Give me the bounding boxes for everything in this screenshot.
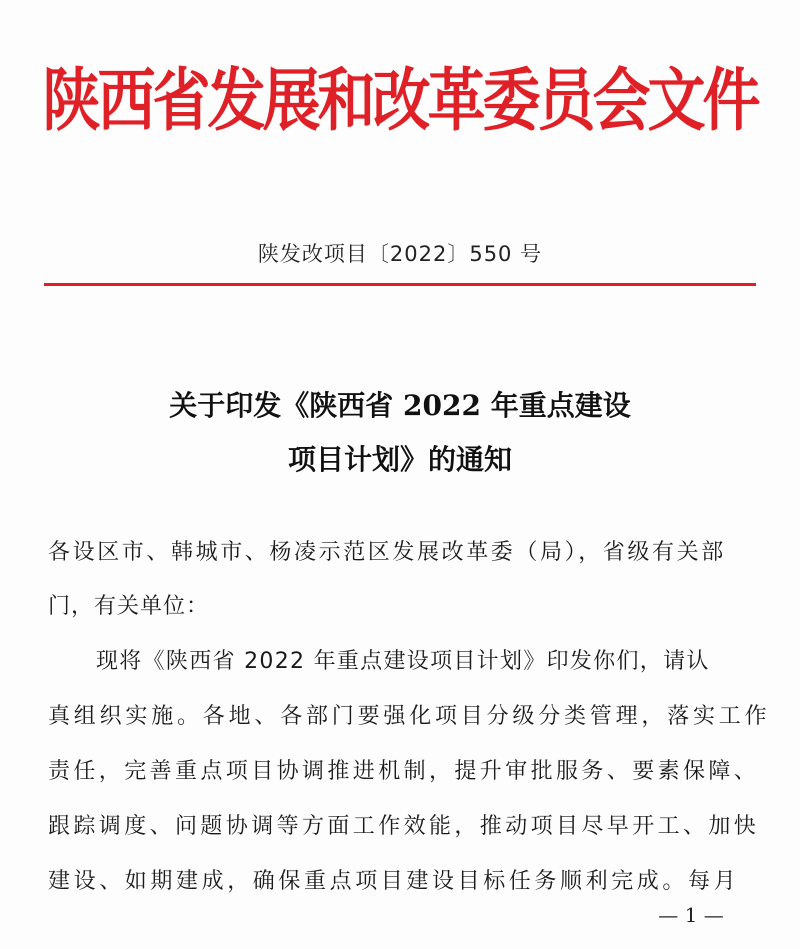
red-separator-line xyxy=(44,283,756,286)
paragraph-line: 现将《陕西省 2022 年重点建设项目计划》印发你们，请认 xyxy=(96,649,710,674)
page-number: — 1 — xyxy=(658,903,724,927)
paragraph-line: 建设、如期建成，确保重点项目建设目标任务顺利完成。每月 xyxy=(48,869,740,894)
paragraph-line: 责任，完善重点项目协调推进机制，提升审批服务、要素保障、 xyxy=(48,759,760,784)
document-title-line-1: 关于印发《陕西省 2022 年重点建设 xyxy=(169,389,631,422)
salutation-line-2: 门，有关单位： xyxy=(48,594,210,619)
paragraph-line: 跟踪调度、问题协调等方面工作效能，推动项目尽早开工、加快 xyxy=(48,814,760,839)
document-title-line-2: 项目计划》的通知 xyxy=(287,443,512,476)
salutation-line-1: 各设区市、韩城市、杨凌示范区发展改革委（局），省级有关部 xyxy=(48,540,726,565)
paragraph-line: 真组织实施。各地、各部门要强化项目分级分类管理，落实工作 xyxy=(48,704,771,729)
masthead-title: 陕西省发展和改革委员会文件 xyxy=(42,60,758,141)
document-number: 陕发改项目〔2022〕550 号 xyxy=(257,242,543,266)
